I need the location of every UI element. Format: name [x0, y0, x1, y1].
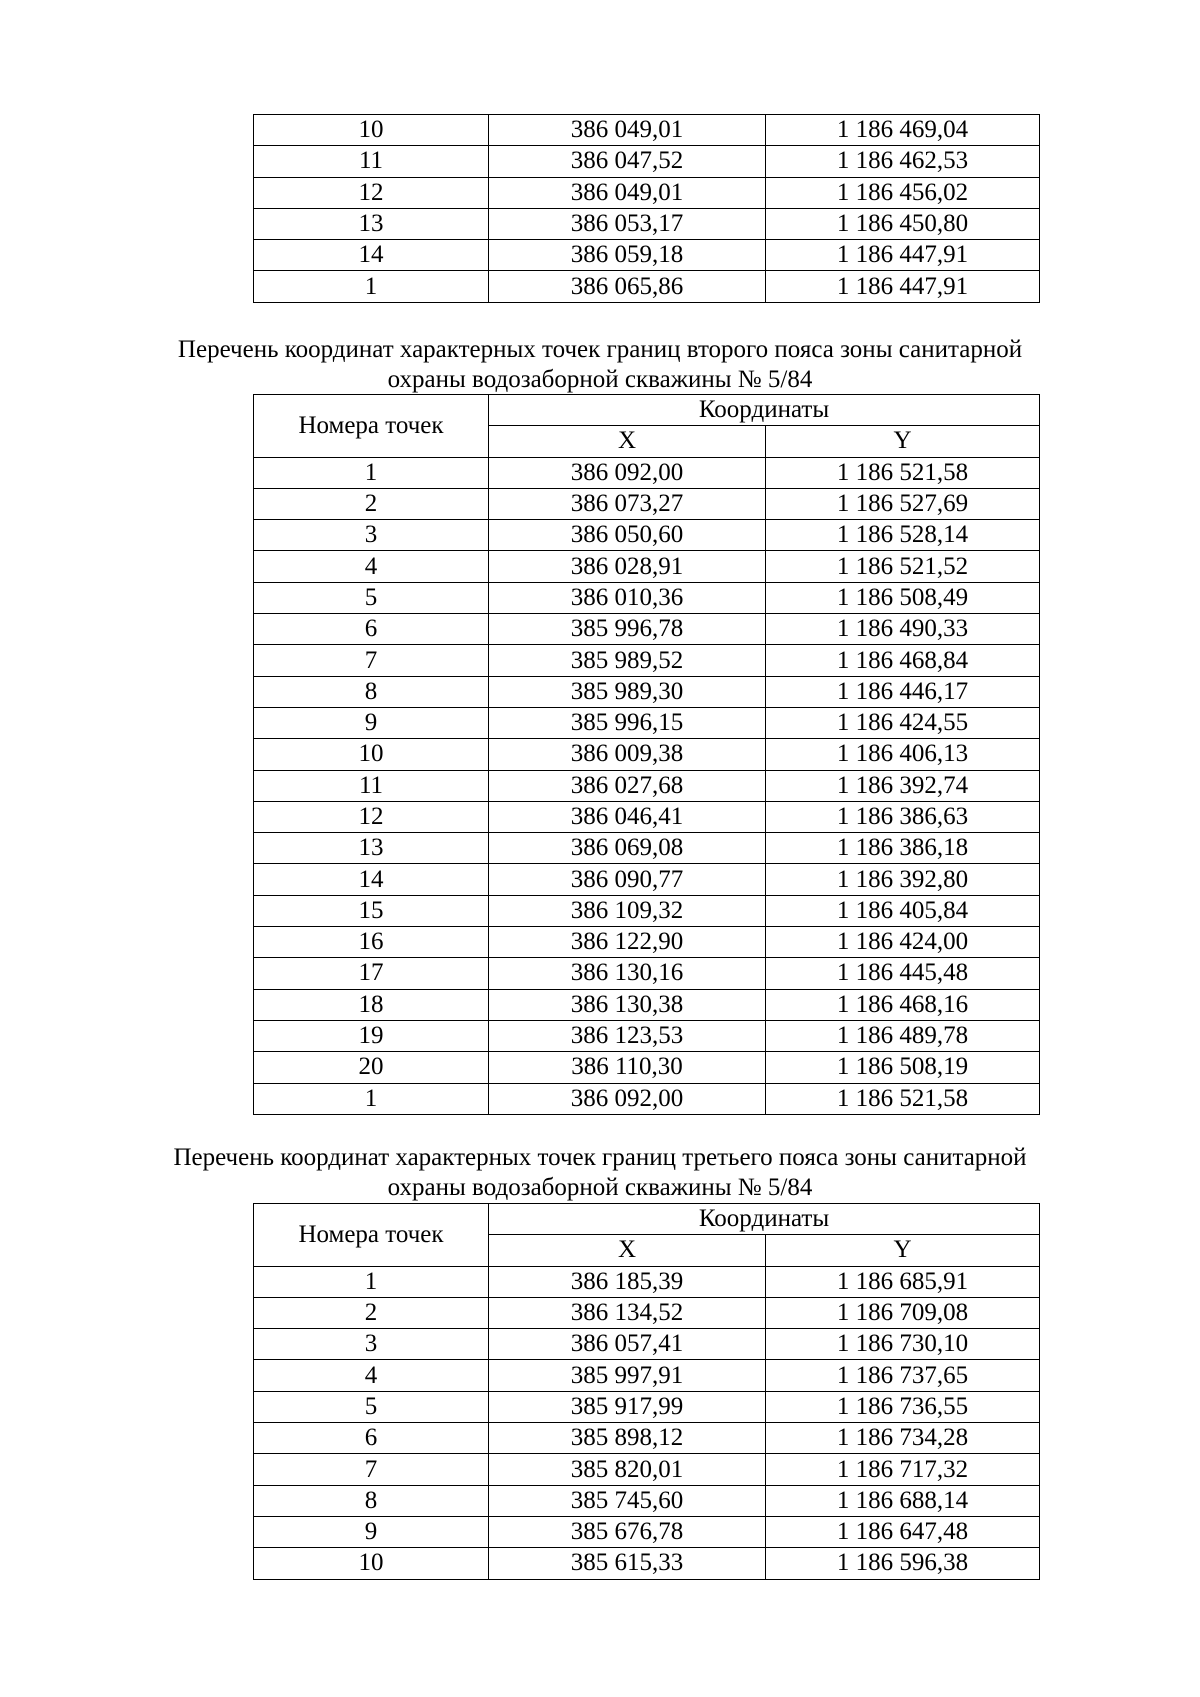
y-coordinate-cell: 1 186 468,16	[766, 989, 1040, 1020]
coordinates-column-header: Координаты	[489, 395, 1040, 426]
point-number-cell: 12	[254, 801, 489, 832]
y-coordinate-cell: 1 186 490,33	[766, 614, 1040, 645]
y-column-header: Y	[766, 1235, 1040, 1266]
coordinates-table-continuation	[253, 114, 1040, 303]
x-coordinate-cell: 385 676,78	[489, 1516, 766, 1547]
x-coordinate-cell: 386 092,00	[489, 1083, 766, 1114]
y-coordinate-cell: 1 186 446,17	[766, 676, 1040, 707]
x-coordinate-cell: 386 185,39	[489, 1266, 766, 1297]
y-coordinate-cell: 1 186 450,80	[766, 208, 1040, 239]
caption-line: охраны водозаборной скважины № 5/84	[387, 1174, 813, 1201]
y-coordinate-cell: 1 186 489,78	[766, 1020, 1040, 1051]
x-coordinate-cell: 386 010,36	[489, 582, 766, 613]
y-coordinate-cell: 1 186 392,80	[766, 864, 1040, 895]
table-row	[254, 1052, 1040, 1083]
y-coordinate-cell: 1 186 469,04	[766, 115, 1040, 146]
y-coordinate-cell: 1 186 717,32	[766, 1454, 1040, 1485]
table-row	[254, 1020, 1040, 1051]
x-column-header: X	[489, 426, 766, 457]
y-coordinate-cell: 1 186 730,10	[766, 1329, 1040, 1360]
table-header	[254, 395, 1040, 458]
y-coordinate-cell: 1 186 734,28	[766, 1423, 1040, 1454]
second-zone-coordinates-table	[253, 394, 1040, 1115]
x-coordinate-cell: 386 050,60	[489, 520, 766, 551]
y-coordinate-cell: 1 186 445,48	[766, 958, 1040, 989]
x-coordinate-cell: 385 996,78	[489, 614, 766, 645]
points-column-header: Номера точек	[254, 1204, 489, 1267]
table-row	[254, 927, 1040, 958]
table-row	[254, 240, 1040, 271]
y-coordinate-cell: 1 186 685,91	[766, 1266, 1040, 1297]
table-row	[254, 645, 1040, 676]
table-row	[254, 551, 1040, 582]
table-body	[254, 457, 1040, 1114]
x-coordinate-cell: 386 134,52	[489, 1297, 766, 1328]
point-number-cell: 10	[254, 739, 489, 770]
x-coordinate-cell: 386 059,18	[489, 240, 766, 271]
table-row	[254, 208, 1040, 239]
table-row	[254, 115, 1040, 146]
x-coordinate-cell: 385 989,52	[489, 645, 766, 676]
y-coordinate-cell: 1 186 424,00	[766, 927, 1040, 958]
x-coordinate-cell: 385 989,30	[489, 676, 766, 707]
table-row	[254, 488, 1040, 519]
x-coordinate-cell: 386 092,00	[489, 457, 766, 488]
point-number-cell: 4	[254, 1360, 489, 1391]
y-coordinate-cell: 1 186 521,58	[766, 457, 1040, 488]
table-row	[254, 146, 1040, 177]
point-number-cell: 1	[254, 457, 489, 488]
point-number-cell: 19	[254, 1020, 489, 1051]
x-coordinate-cell: 386 110,30	[489, 1052, 766, 1083]
table-header	[254, 1204, 1040, 1267]
point-number-cell: 8	[254, 1485, 489, 1516]
y-coordinate-cell: 1 186 709,08	[766, 1297, 1040, 1328]
x-coordinate-cell: 386 046,41	[489, 801, 766, 832]
y-coordinate-cell: 1 186 456,02	[766, 177, 1040, 208]
table-body	[254, 1266, 1040, 1579]
point-number-cell: 14	[254, 240, 489, 271]
table-row	[254, 457, 1040, 488]
y-coordinate-cell: 1 186 521,52	[766, 551, 1040, 582]
point-number-cell: 11	[254, 770, 489, 801]
table-row	[254, 1360, 1040, 1391]
point-number-cell: 4	[254, 551, 489, 582]
y-coordinate-cell: 1 186 386,63	[766, 801, 1040, 832]
table-row	[254, 1454, 1040, 1485]
table-row	[254, 1329, 1040, 1360]
x-coordinate-cell: 385 996,15	[489, 707, 766, 738]
y-coordinate-cell: 1 186 527,69	[766, 488, 1040, 519]
x-coordinate-cell: 386 123,53	[489, 1020, 766, 1051]
point-number-cell: 6	[254, 614, 489, 645]
y-coordinate-cell: 1 186 508,49	[766, 582, 1040, 613]
table-row	[254, 1516, 1040, 1547]
y-coordinate-cell: 1 186 688,14	[766, 1485, 1040, 1516]
y-coordinate-cell: 1 186 406,13	[766, 739, 1040, 770]
point-number-cell: 12	[254, 177, 489, 208]
point-number-cell: 11	[254, 146, 489, 177]
coordinates-column-header: Координаты	[489, 1204, 1040, 1235]
x-coordinate-cell: 386 130,38	[489, 989, 766, 1020]
third-zone-caption	[150, 1143, 1050, 1203]
table-row	[254, 895, 1040, 926]
table-row	[254, 833, 1040, 864]
x-coordinate-cell: 386 053,17	[489, 208, 766, 239]
x-coordinate-cell: 386 027,68	[489, 770, 766, 801]
table-row	[254, 1391, 1040, 1422]
third-zone-coordinates-table	[253, 1203, 1040, 1580]
x-coordinate-cell: 385 745,60	[489, 1485, 766, 1516]
x-coordinate-cell: 386 047,52	[489, 146, 766, 177]
y-coordinate-cell: 1 186 528,14	[766, 520, 1040, 551]
second-zone-caption	[150, 335, 1050, 395]
x-coordinate-cell: 385 917,99	[489, 1391, 766, 1422]
caption-line: Перечень координат характерных точек границ третьего пояса зоны санитарной	[173, 1144, 1027, 1171]
point-number-cell: 14	[254, 864, 489, 895]
y-coordinate-cell: 1 186 392,74	[766, 770, 1040, 801]
point-number-cell: 1	[254, 271, 489, 302]
y-column-header: Y	[766, 426, 1040, 457]
point-number-cell: 7	[254, 645, 489, 676]
table-row	[254, 801, 1040, 832]
caption-line: Перечень координат характерных точек границ второго пояса зоны санитарной	[177, 336, 1023, 363]
point-number-cell: 6	[254, 1423, 489, 1454]
x-coordinate-cell: 386 049,01	[489, 115, 766, 146]
x-coordinate-cell: 386 009,38	[489, 739, 766, 770]
table-row	[254, 614, 1040, 645]
x-coordinate-cell: 386 073,27	[489, 488, 766, 519]
point-number-cell: 5	[254, 582, 489, 613]
table-row	[254, 1423, 1040, 1454]
point-number-cell: 5	[254, 1391, 489, 1422]
x-coordinate-cell: 385 820,01	[489, 1454, 766, 1485]
point-number-cell: 15	[254, 895, 489, 926]
point-number-cell: 2	[254, 488, 489, 519]
point-number-cell: 3	[254, 520, 489, 551]
point-number-cell: 13	[254, 833, 489, 864]
table-row	[254, 770, 1040, 801]
table-row	[254, 1266, 1040, 1297]
table-row	[254, 582, 1040, 613]
point-number-cell: 13	[254, 208, 489, 239]
x-coordinate-cell: 386 049,01	[489, 177, 766, 208]
x-coordinate-cell: 386 057,41	[489, 1329, 766, 1360]
table-row	[254, 1548, 1040, 1579]
point-number-cell: 10	[254, 115, 489, 146]
x-column-header: X	[489, 1235, 766, 1266]
y-coordinate-cell: 1 186 447,91	[766, 240, 1040, 271]
x-coordinate-cell: 386 069,08	[489, 833, 766, 864]
y-coordinate-cell: 1 186 447,91	[766, 271, 1040, 302]
y-coordinate-cell: 1 186 737,65	[766, 1360, 1040, 1391]
y-coordinate-cell: 1 186 647,48	[766, 1516, 1040, 1547]
x-coordinate-cell: 386 130,16	[489, 958, 766, 989]
point-number-cell: 8	[254, 676, 489, 707]
table-row	[254, 177, 1040, 208]
y-coordinate-cell: 1 186 508,19	[766, 1052, 1040, 1083]
y-coordinate-cell: 1 186 424,55	[766, 707, 1040, 738]
table-row	[254, 707, 1040, 738]
table-row	[254, 739, 1040, 770]
caption-line: охраны водозаборной скважины № 5/84	[387, 366, 813, 393]
table-row	[254, 1083, 1040, 1114]
point-number-cell: 10	[254, 1548, 489, 1579]
table-row	[254, 520, 1040, 551]
y-coordinate-cell: 1 186 596,38	[766, 1548, 1040, 1579]
x-coordinate-cell: 386 065,86	[489, 271, 766, 302]
table-row	[254, 958, 1040, 989]
x-coordinate-cell: 386 090,77	[489, 864, 766, 895]
x-coordinate-cell: 386 122,90	[489, 927, 766, 958]
point-number-cell: 1	[254, 1266, 489, 1297]
table-row	[254, 271, 1040, 302]
x-coordinate-cell: 385 997,91	[489, 1360, 766, 1391]
y-coordinate-cell: 1 186 468,84	[766, 645, 1040, 676]
point-number-cell: 17	[254, 958, 489, 989]
table-row	[254, 676, 1040, 707]
point-number-cell: 18	[254, 989, 489, 1020]
y-coordinate-cell: 1 186 386,18	[766, 833, 1040, 864]
x-coordinate-cell: 386 028,91	[489, 551, 766, 582]
point-number-cell: 3	[254, 1329, 489, 1360]
y-coordinate-cell: 1 186 405,84	[766, 895, 1040, 926]
point-number-cell: 7	[254, 1454, 489, 1485]
y-coordinate-cell: 1 186 736,55	[766, 1391, 1040, 1422]
x-coordinate-cell: 385 898,12	[489, 1423, 766, 1454]
x-coordinate-cell: 385 615,33	[489, 1548, 766, 1579]
table-body	[254, 115, 1040, 303]
x-coordinate-cell: 386 109,32	[489, 895, 766, 926]
point-number-cell: 20	[254, 1052, 489, 1083]
point-number-cell: 9	[254, 707, 489, 738]
y-coordinate-cell: 1 186 462,53	[766, 146, 1040, 177]
point-number-cell: 9	[254, 1516, 489, 1547]
point-number-cell: 2	[254, 1297, 489, 1328]
points-column-header: Номера точек	[254, 395, 489, 458]
table-row	[254, 864, 1040, 895]
point-number-cell: 1	[254, 1083, 489, 1114]
y-coordinate-cell: 1 186 521,58	[766, 1083, 1040, 1114]
table-row	[254, 1297, 1040, 1328]
table-row	[254, 1485, 1040, 1516]
table-row	[254, 989, 1040, 1020]
point-number-cell: 16	[254, 927, 489, 958]
